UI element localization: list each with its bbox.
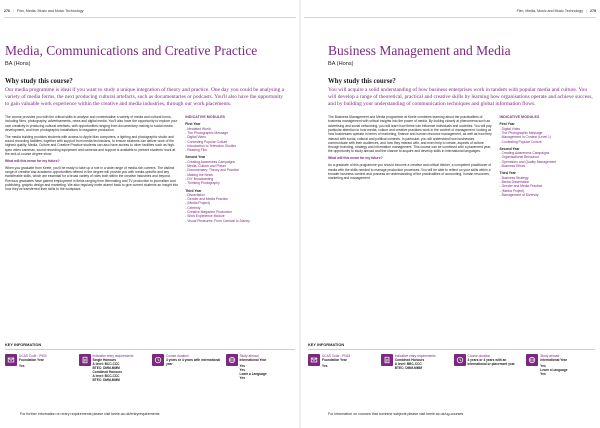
duration-icon xyxy=(152,354,164,366)
module-item: - Creating Awareness Campaigns xyxy=(500,151,595,155)
indicative-modules xyxy=(185,115,286,226)
module-list xyxy=(500,176,595,197)
header-rule xyxy=(4,17,296,18)
header-separator: | xyxy=(13,9,14,13)
body-text xyxy=(328,115,494,200)
body-text xyxy=(5,115,179,226)
body-columns xyxy=(5,115,286,226)
degree-label: BA (Hons) xyxy=(328,60,354,67)
future-paragraph: As a graduate of this programme you should become a creative and critical thinker, a competent practitioner of media with the skills needed to manage production processes. You will be able to reflect on your skills within a broader business context and possess an understanding of the practicalities of accounting, human resources, marketing and management. xyxy=(328,163,492,181)
modules-heading: INDICATIVE MODULES xyxy=(499,115,540,120)
key-info-requirements xyxy=(79,354,149,384)
key-info-rule xyxy=(5,349,295,350)
course-content xyxy=(328,44,595,200)
course-title: Business Management and Media xyxy=(328,43,511,58)
footnote: For further information on entry requirements please visit keele.ac.uk/entryrequirements xyxy=(20,412,160,416)
key-info-sublabel: International Year xyxy=(239,357,267,362)
future-heading: What will this mean for my future? xyxy=(328,156,383,161)
duration-icon xyxy=(454,354,466,366)
module-item: - Introduction to Television Studies xyxy=(185,144,286,148)
key-info-label: Study abroad xyxy=(540,353,560,358)
running-header xyxy=(517,6,596,16)
key-info-value: Yes Yes Learn a Language Yes xyxy=(239,363,267,380)
module-item: - Documentary: Theory and Practice xyxy=(185,168,286,172)
key-info-label: Study abroad xyxy=(239,353,259,358)
key-information xyxy=(308,342,595,378)
key-info-value: Single Honours A level: BCC-CCC BTEC: DMM-MMM Combined Honours A level: BCC-CCC BTEC: DMM-MMM xyxy=(92,357,123,382)
module-item: - Gender and Media Practice xyxy=(185,197,286,201)
body-paragraph: The course provides you with the critical skills to analyse and contextualise a variety of media and cultural forms, including films, photography, advertisements, news and digital media. You'll also have the opportunity to explore your own creativity in producing cultural artefacts, with opportunities ranging from documentary making to social media development, and from photographic installations to magazine production. xyxy=(5,115,178,132)
module-item: - Management in Context (Level 1) xyxy=(500,135,595,139)
module-item: - Gender and Media Practice xyxy=(500,184,595,188)
module-item: - DIY Broadcasting xyxy=(185,177,286,181)
module-item: - The Photographic Message xyxy=(185,131,286,135)
study-abroad-icon xyxy=(526,354,538,366)
module-item: - Creative Magazine Production xyxy=(185,210,286,214)
key-info-label: Course duration xyxy=(166,353,189,358)
ucas-icon xyxy=(308,354,320,366)
key-info-value: Yes Learn a Language Yes xyxy=(540,363,568,376)
module-item: - Celebrity xyxy=(185,206,286,210)
module-item: - Work Experience Module xyxy=(185,214,286,218)
module-item: - Reading Film xyxy=(185,148,286,152)
module-item: - Organisational Behaviour xyxy=(500,155,595,159)
intro-paragraph: You will acquire a solid understanding of how business enterprises work in tandem with popular media and culture. You will develop a range of theoretical, practical and creative skills by learning how organisations operate and achieve success, and by building your understanding of communication techniques and global information flows. xyxy=(328,86,593,107)
key-info-study-abroad xyxy=(526,354,595,378)
key-info-requirements xyxy=(381,354,450,378)
course-content xyxy=(5,44,286,226)
module-list xyxy=(185,193,286,223)
key-info-value: Yes xyxy=(322,363,328,368)
year-title: First Year xyxy=(499,122,515,127)
module-item: - Management of Diversity xyxy=(500,193,595,197)
key-info-sublabel: Foundation Year xyxy=(19,357,44,362)
key-info-sublabel: International Year xyxy=(540,357,567,362)
module-item: - Business Ethics xyxy=(500,164,595,168)
module-item: - (Media Project) xyxy=(500,189,595,193)
indicative-modules xyxy=(500,115,595,200)
module-item: - Digital Video xyxy=(185,135,286,139)
degree-label: BA (Hons) xyxy=(5,60,31,67)
year-title: Third Year xyxy=(499,171,516,176)
section-title: Film, Media, Music and Music Technology xyxy=(16,9,84,13)
section-title: Film, Media, Music and Music Technology xyxy=(516,9,584,13)
year-title: First Year xyxy=(185,122,201,127)
header-separator: | xyxy=(586,9,587,13)
key-info-ucas xyxy=(308,354,377,378)
module-item: - Media, Culture and Power xyxy=(185,164,286,168)
module-item: - Operations and Quality Management xyxy=(500,160,595,164)
key-info-duration xyxy=(152,354,222,384)
module-list xyxy=(185,127,286,153)
requirements-icon xyxy=(381,354,393,366)
page-number: 276 xyxy=(4,9,10,13)
key-info-heading: KEY INFORMATION xyxy=(308,342,345,347)
key-info-study-abroad xyxy=(226,354,296,384)
key-info-rule xyxy=(308,349,595,350)
module-item: - Digital Video xyxy=(500,127,595,131)
module-item: - Contesting Popular Culture xyxy=(185,140,286,144)
key-info-value: 3 years or 4 years with international year xyxy=(166,357,221,366)
future-heading: What will this mean for my future? xyxy=(5,158,60,163)
module-item: - Making the News xyxy=(185,173,286,177)
modules-heading: INDICATIVE MODULES xyxy=(185,115,226,120)
intro-paragraph: Our media programme is ideal if you want to study a unique integration of theory and practice. One day you could be analysing a variety of media forms, the next producing cultural artefacts, such as documentaries or podcasts. You'll also have the opportunity to gain valuable work experience within the creative and media industries, through our work placements. xyxy=(5,86,285,107)
year-title: Second Year xyxy=(185,155,206,160)
why-heading: Why study this course? xyxy=(5,77,73,85)
page-number: 279 xyxy=(590,9,596,13)
body-columns xyxy=(328,115,595,200)
key-info-label: Indicative entry requirements xyxy=(394,353,436,358)
module-item: - Thinking Photography xyxy=(185,181,286,185)
footnote: For information on courses that combine subjects please visit keele.ac.uk/ug-courses xyxy=(328,412,464,416)
body-paragraph: The Business Management and Media programme at Keele combines learning about the practicalities of business management with critical insights into the power of media. By looking closely at phenomena such as advertising and social networking, you will learn how these can influence individuals and societies. You will pay particular attention to how media, culture and creative practices work in the context of management, looking at how businesses operate in terms of marketing, finance and human resource management, as well as how they interact with social, cultural and political contexts. In particular, you will understand how businesses communicate with their audiences, and how they interact with, and even help to create, aspects of culture through branding, strategy and information management. This course can be combined with a placement year, the opportunity to study abroad and the chance to acquire and develop skills in international languages. xyxy=(328,115,492,154)
running-header xyxy=(4,6,83,16)
module-item: - The Photographic Message xyxy=(500,131,595,135)
key-info-sublabel: Foundation Year xyxy=(322,357,347,362)
key-info-row xyxy=(5,354,295,384)
key-info-label: Course duration xyxy=(467,353,491,358)
course-title: Media, Communications and Creative Practice xyxy=(5,43,258,58)
module-item: - (Media Project) xyxy=(185,201,286,205)
right-page xyxy=(300,0,600,428)
year-title: Second Year xyxy=(499,146,520,151)
study-abroad-icon xyxy=(226,354,238,366)
key-information xyxy=(5,342,295,384)
module-item: - Creating Awareness Campaigns xyxy=(185,160,286,164)
key-info-label: UCAS Code - PN15 xyxy=(322,353,351,358)
module-item: - Mediated World xyxy=(185,127,286,131)
module-item: - Media Dissertation xyxy=(500,180,595,184)
key-info-value: Combined Honours A level: BBC-CCC BTEC: DMM-MMM xyxy=(394,357,425,370)
key-info-duration xyxy=(454,354,523,378)
module-list xyxy=(500,127,595,144)
module-list xyxy=(500,151,595,168)
body-paragraph: The media building provides students with access to Apple Mac computers, a lighting and photographic studio and sound recording facilities, together with support from media technicians, to ensure students can deliver work of the highest quality. Media, Culture and Creative Practice students can also have access to other facilities such as high-spec video cameras, sound recording equipment and cameras and support is available to present students' work at the end-of-course degree show. xyxy=(5,134,176,157)
requirements-icon xyxy=(79,354,91,366)
key-info-ucas xyxy=(5,354,75,384)
year-title: Third Year xyxy=(185,188,202,193)
module-item: - Contesting Popular Culture xyxy=(500,140,595,144)
module-item: - Business Strategy xyxy=(500,176,595,180)
module-item: - Dissertation xyxy=(185,193,286,197)
module-list xyxy=(185,160,286,186)
key-info-label: UCAS Code - P900 xyxy=(19,353,47,358)
key-info-row xyxy=(308,354,595,378)
module-item: - Visual Pleasures: From Carnival to Disney xyxy=(185,219,286,223)
why-heading: Why study this course? xyxy=(328,77,396,85)
key-info-value: 3 years or 4 years with an international or placement year xyxy=(467,357,515,366)
key-info-value: Yes xyxy=(19,363,25,368)
key-info-label: Indicative entry requirements xyxy=(92,353,134,358)
key-info-heading: KEY INFORMATION xyxy=(5,342,42,347)
header-rule xyxy=(304,17,596,18)
future-paragraph: When you graduate from Keele, you'll be ready to take up a role in a wide range of media-rich careers. The distinct range of creative and academic opportunities offered in the degree will provide you with media-specific and key transferable skills, which are essential for a broad variety of roles both within the creative industries and beyond. Previous graduates have gained employment in fields ranging from filmmaking and TV production to journalism and publishing, graphic design and marketing. We also regularly invite alumni back to give current students an insight into how they've transferred their skills to the workplace. xyxy=(5,165,179,192)
ucas-icon xyxy=(5,354,17,366)
